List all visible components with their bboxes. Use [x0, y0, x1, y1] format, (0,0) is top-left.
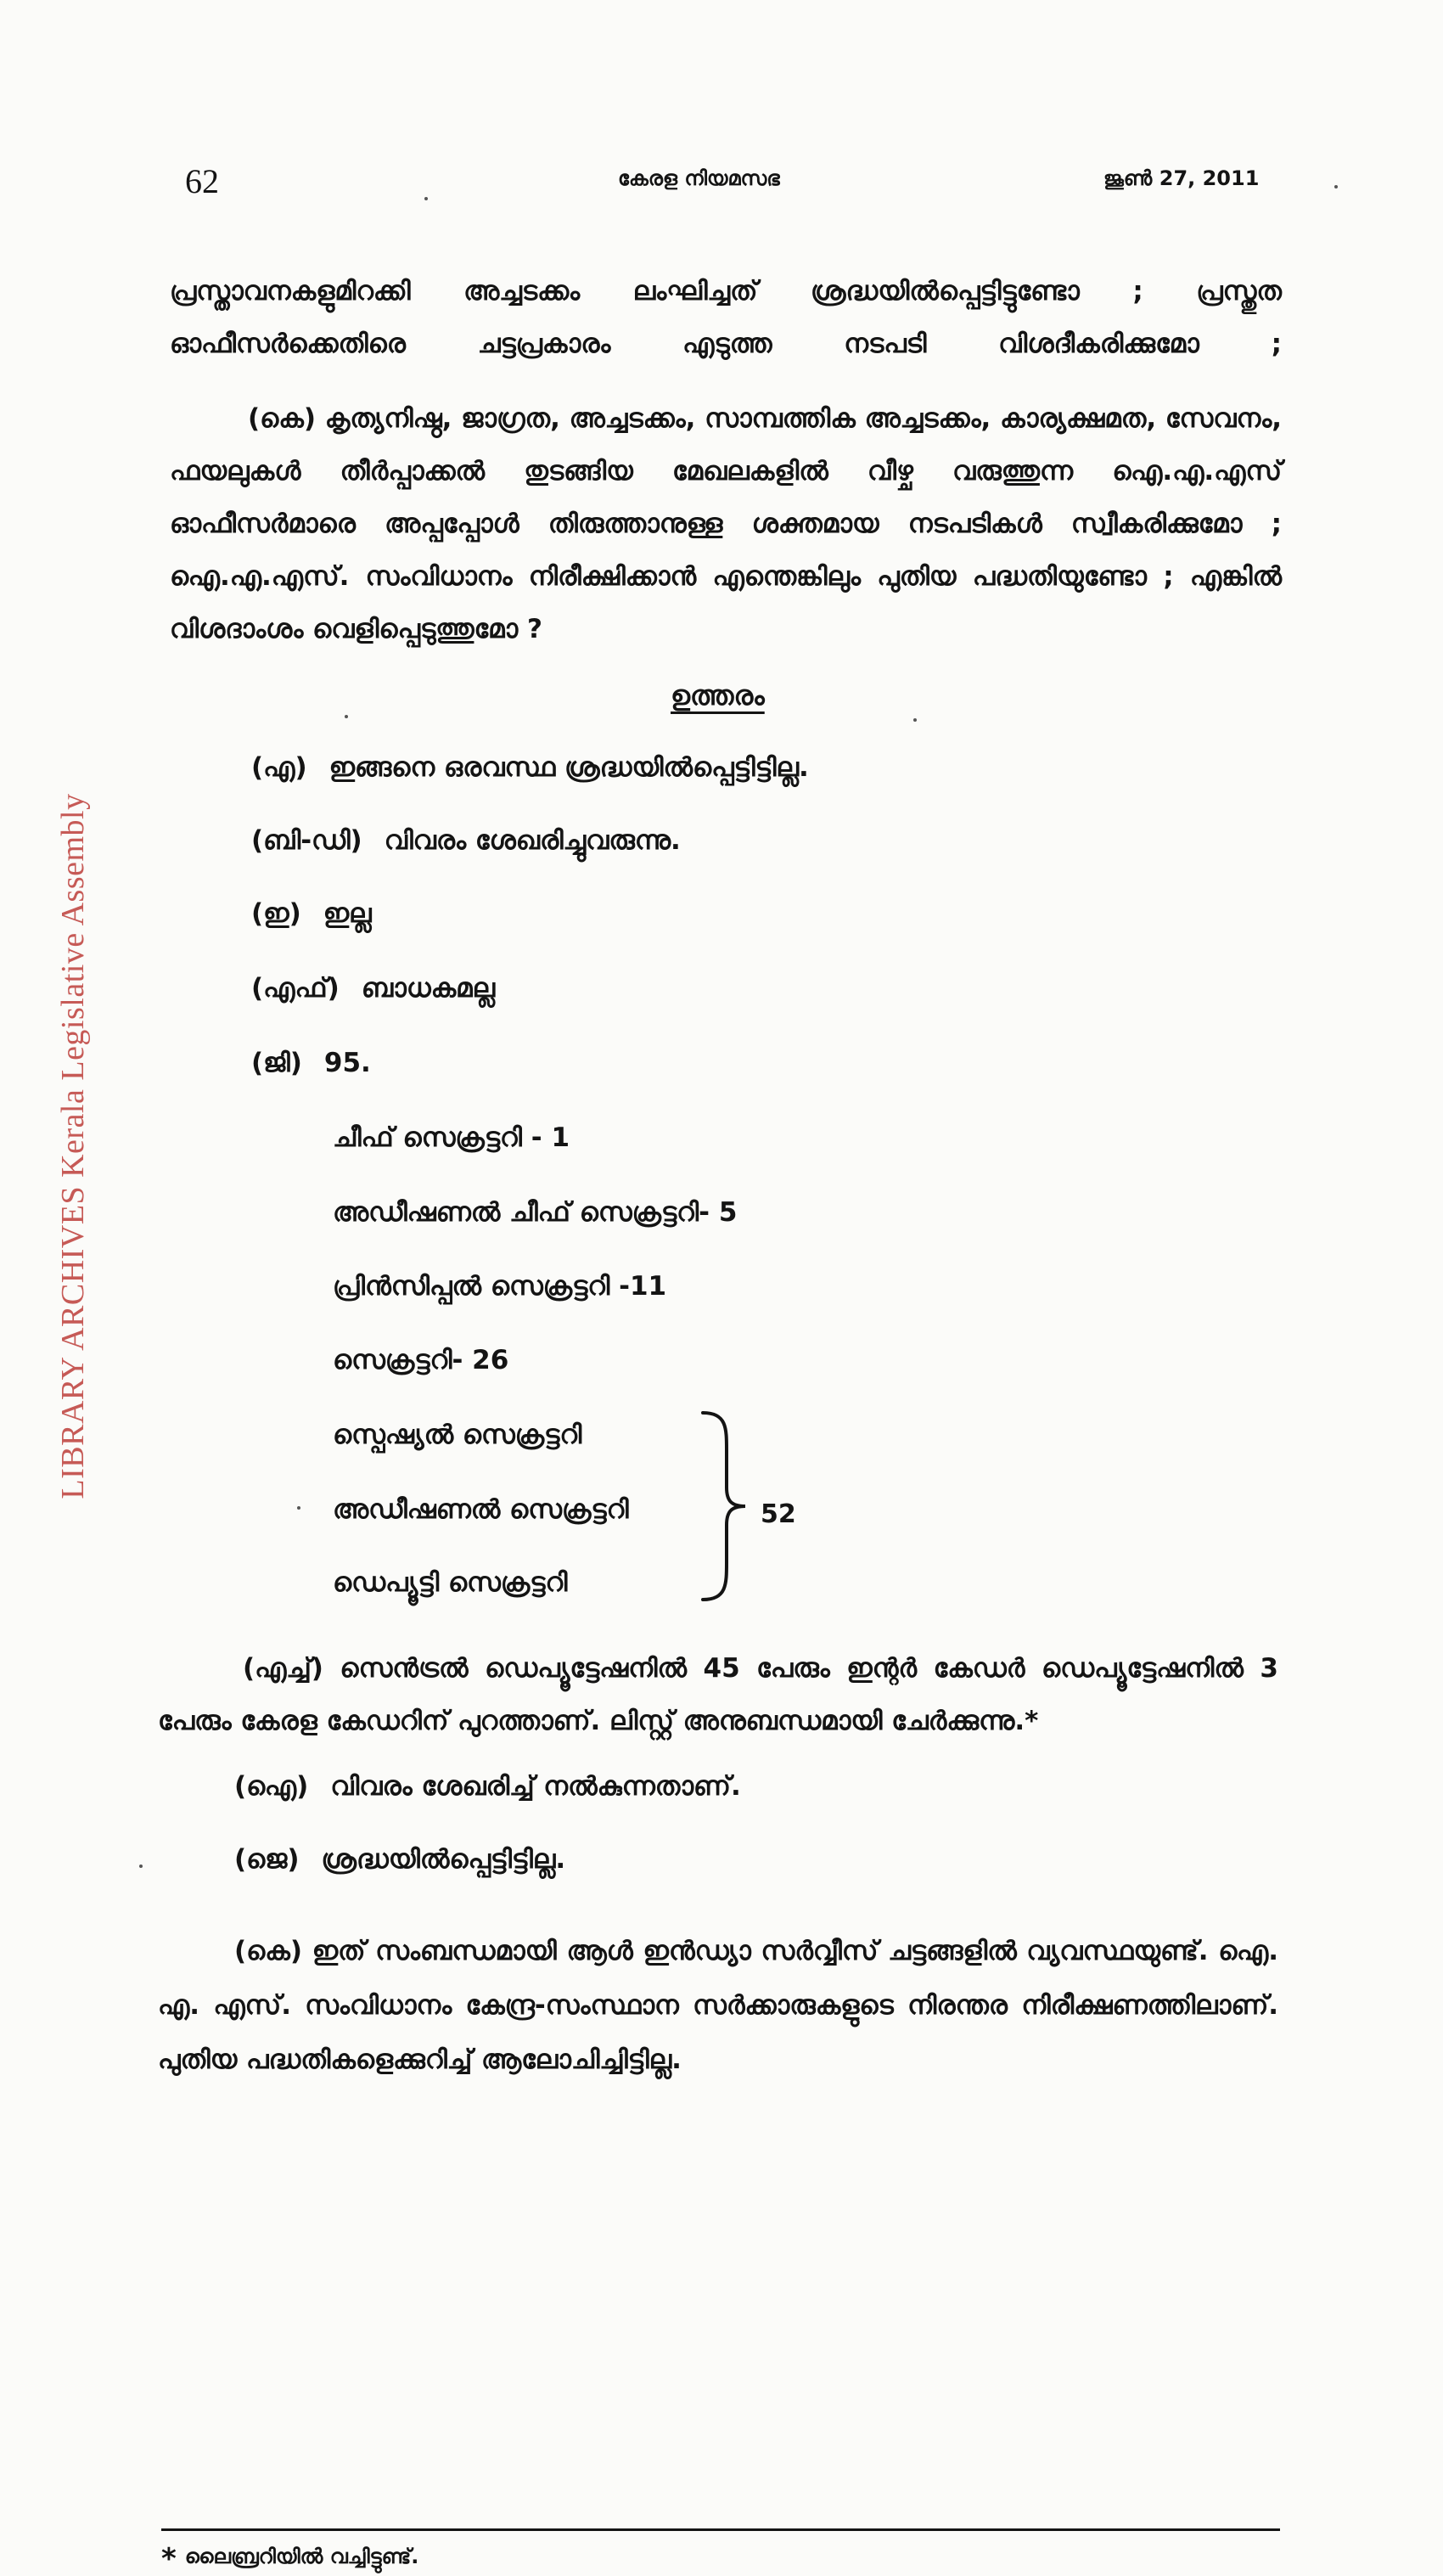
answer-k: (കെ) ഇത് സംബന്ധമായി ആൾ ഇൻഡ്യാ സർവ്വീസ് ചട്ടങ്ങളിൽ വ്യവസ്ഥയുണ്ട്. ഐ. എ. എസ്. സംവിധാനം കേന്ദ്ര-സംസ്ഥാന സർക്കാരുകളുടെ നിരന്തര നിരീക്ഷണത്തിലാണ്. പുതിയ പദ്ധതികളെക്കുറിച്ച് ആലോചിച്ചിട്ടില്ല.	[158, 1936, 1278, 2075]
scan-speck	[424, 197, 428, 200]
post-additional-secretary: അഡീഷണൽ സെക്രട്ടറി	[333, 1494, 629, 1525]
scan-speck	[297, 1506, 300, 1510]
archive-watermark: LIBRARY ARCHIVES Kerala Legislative Assembly	[55, 793, 91, 1499]
scan-speck	[139, 1865, 143, 1868]
answer-b-d	[251, 825, 681, 857]
answer-b-d-text: വിവരം ശേഖരിച്ചുവരുന്നു.	[384, 825, 681, 856]
answer-i	[234, 1771, 741, 1803]
answer-i-text: വിവരം ശേഖരിച്ച് നൽകുന്നതാണ്.	[330, 1771, 741, 1802]
answer-g-text: 95.	[323, 1048, 371, 1078]
answer-i-label: (ഐ)	[234, 1771, 309, 1802]
post-chief-secretary: ചീഫ് സെക്രട്ടറി - 1	[333, 1122, 570, 1153]
post-secretary: സെക്രട്ടറി- 26	[333, 1345, 509, 1375]
post-additional-chief-secretary: അഡീഷണൽ ചീഫ് സെക്രട്ടറി- 5	[333, 1197, 738, 1228]
answer-e-text: ഇല്ല	[323, 898, 372, 929]
scan-speck	[345, 715, 348, 718]
bracket-total: 52	[761, 1499, 796, 1529]
answer-j-text: ശ്രദ്ധയിൽപ്പെട്ടിട്ടില്ല.	[321, 1844, 566, 1875]
question-k: (കെ) കൃത്യനിഷ്ഠ, ജാഗ്രത, അച്ചടക്കം, സാമ്പത്തിക അച്ചടക്കം, കാര്യക്ഷമത, സേവനം, ഫയലുകൾ തീർപ്പാക്കൽ തുടങ്ങിയ മേഖലകളിൽ വീഴ്ച വരുത്തുന്ന ഐ.എ.എസ് ഓഫീസർമാരെ അപ്പപ്പോൾ തിരുത്താനുള്ള ശക്തമായ നടപടികൾ സ്വീകരിക്കുമോ ; ഐ.എ.എസ്. സംവിധാനം നിരീക്ഷിക്കാൻ എന്തെങ്കിലും പുതിയ പദ്ധതിയുണ്ടോ ; എങ്കിൽ വിശദാംശം വെളിപ്പെടുത്തുമോ ?	[170, 403, 1282, 644]
answer-e	[251, 898, 372, 930]
post-special-secretary: സ്പെഷ്യൽ സെക്രട്ടറി	[333, 1420, 582, 1450]
answer-j-label: (ജെ)	[234, 1844, 300, 1875]
answer-f-text: ബാധകമല്ല	[361, 973, 496, 1004]
answer-h: (എച്ച്) സെൻട്രൽ ഡെപ്യൂട്ടേഷനിൽ 45 പേരും ഇന്റർ കേഡർ ഡെപ്യൂട്ടേഷനിൽ 3 പേരും കേരള കേഡറിന് പുറത്താണ്. ലിസ്റ്റ് അനുബന്ധമായി ചേർക്കുന്നു.*	[158, 1653, 1278, 1736]
page-header-date: ജൂൺ 27, 2011	[1103, 166, 1260, 190]
scan-speck	[1334, 185, 1338, 188]
answer-f	[251, 973, 495, 1004]
footnote-rule	[161, 2528, 1280, 2531]
answer-g	[251, 1048, 371, 1079]
answer-e-label: (ഇ)	[251, 898, 301, 929]
post-deputy-secretary: ഡെപ്യൂട്ടി സെക്രട്ടറി	[333, 1567, 568, 1598]
answer-f-label: (എഫ്)	[251, 973, 340, 1004]
page-number: 62	[185, 162, 219, 200]
answer-a-text: ഇങ്ങനെ ഒരവസ്ഥ ശ്രദ്ധയിൽപ്പെട്ടിട്ടില്ല.	[328, 752, 809, 783]
footnote-text: ലൈബ്രറിയിൽ വച്ചിട്ടുണ്ട്.	[184, 2545, 419, 2568]
answer-heading: ഉത്തരം	[671, 679, 765, 711]
answer-j	[234, 1844, 565, 1876]
footnote-marker: *	[161, 2542, 177, 2576]
answer-g-label: (ജി)	[251, 1048, 302, 1078]
grouping-brace	[698, 1409, 757, 1605]
question-continuation: പ്രസ്താവനകളുമിറക്കി അച്ചടക്കം ലംഘിച്ചത് ശ്രദ്ധയിൽപ്പെട്ടിട്ടുണ്ടോ ; പ്രസ്തുത ഓഫീസർക്കെതിരെ ചട്ടപ്രകാരം എടുത്ത നടപടി വിശദീകരിക്കുമോ ;	[170, 276, 1282, 359]
answer-a	[251, 752, 809, 784]
answer-a-label: (എ)	[251, 752, 307, 783]
scan-speck	[913, 718, 917, 722]
answer-b-d-label: (ബി-ഡി)	[251, 825, 362, 856]
footnote	[161, 2542, 418, 2576]
post-principal-secretary: പ്രിൻസിപ്പൽ സെക്രട്ടറി -11	[333, 1271, 667, 1302]
page-header-title: കേരള നിയമസഭ	[618, 166, 780, 190]
